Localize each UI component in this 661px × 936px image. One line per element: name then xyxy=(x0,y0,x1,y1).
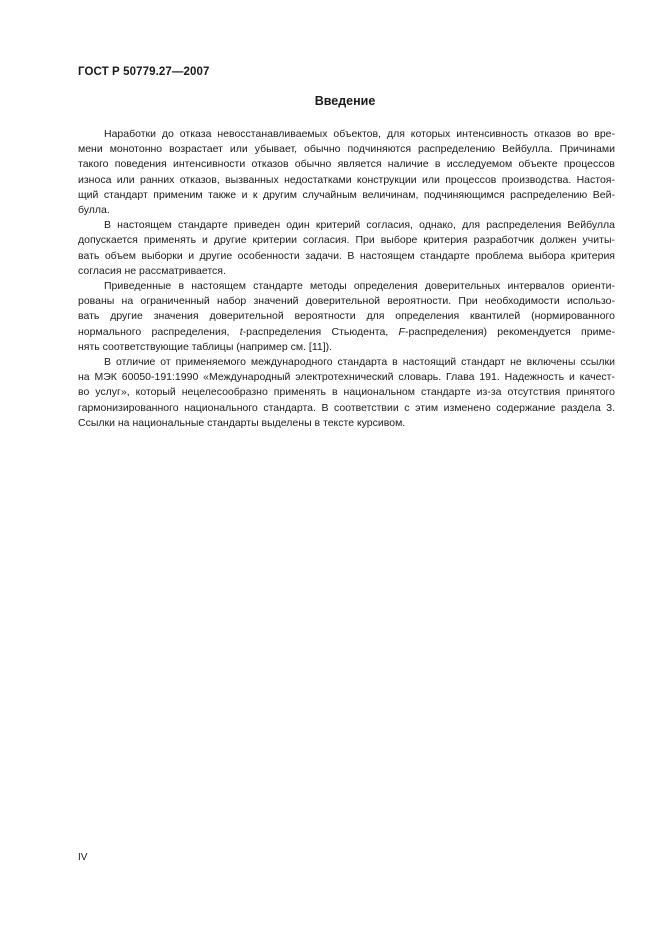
paragraph-line xyxy=(78,218,615,233)
text-segment: мени монотонно возрастает или убывает, обычно подчиняются распределению Вейбулла. Причинами xyxy=(78,143,615,156)
paragraph xyxy=(78,218,615,279)
paragraph-line xyxy=(78,355,615,370)
text-segment: -распределения) рекомендуется приме- xyxy=(404,325,615,338)
text-segment: Наработки до отказа невосстанавливаемых объектов, для которых интенсивность отказов во вре- xyxy=(104,128,615,140)
paragraph-line xyxy=(78,188,615,203)
text-segment: -распределения Стьюдента, xyxy=(242,325,399,338)
text-segment: износа или ранних отказов, вызванных недостатками конструкции или процессов производства. Настоя- xyxy=(78,173,615,186)
text-segment: В настоящем стандарте приведен один критерий согласия, однако, для распределения Вейбулла xyxy=(104,219,615,232)
paragraph xyxy=(78,355,615,431)
paragraph-line xyxy=(78,127,615,142)
paragraph-line xyxy=(78,142,615,157)
paragraph xyxy=(78,279,615,355)
paragraph-line xyxy=(78,401,615,416)
paragraph-line xyxy=(78,279,615,294)
text-segment: булла. xyxy=(78,204,110,217)
text-segment: такого поведения интенсивности отказов обычно является наличие в исследуемом объекте процессов xyxy=(78,158,615,171)
body-text xyxy=(78,127,615,431)
text-segment: рованы на ограниченный набор значений доверительной вероятности. При необходимости использо- xyxy=(78,295,615,308)
text-segment: Ссылки на национальные стандарты выделены в тексте курсивом. xyxy=(78,416,406,429)
text-segment: согласия не рассматривается. xyxy=(78,264,226,277)
paragraph-line xyxy=(78,385,615,400)
paragraph-line xyxy=(78,203,615,218)
paragraph-line xyxy=(78,340,615,355)
text-segment: нять соответствующие таблицы (например см. [11]). xyxy=(78,340,333,353)
text-segment: щий стандарт применим также и к другим случайным величинам, подчиняющимся распределению Вей- xyxy=(78,188,615,201)
page-number: IV xyxy=(78,852,88,863)
paragraph-line xyxy=(78,173,615,188)
standard-id-header: ГОСТ Р 50779.27—2007 xyxy=(78,66,210,78)
paragraph-line xyxy=(78,264,615,279)
paragraph-line xyxy=(78,370,615,385)
text-segment: Приведенные в настоящем стандарте методы определения доверительных интервалов ориенти- xyxy=(104,280,615,293)
italic-text: t xyxy=(239,325,243,338)
paragraph-line xyxy=(78,157,615,172)
paragraph-line xyxy=(78,249,615,264)
paragraph xyxy=(78,127,615,218)
text-segment: нормального распределения, xyxy=(78,325,240,338)
text-segment: вать другие значения доверительной вероятности для определения квантилей (нормированного xyxy=(78,310,615,323)
text-segment: во услуг», который нецелесообразно применять в национальном стандарте из-за отсутствия принятого xyxy=(78,386,615,399)
paragraph-line xyxy=(78,325,615,340)
paragraph-line xyxy=(78,233,615,248)
text-segment: допускается применять и другие критерии согласия. При выборе критерия разработчик должен учиты- xyxy=(78,234,615,247)
text-segment: В отличие от применяемого международного стандарта в настоящий стандарт не включены ссылки xyxy=(104,356,615,369)
section-title: Введение xyxy=(314,94,376,108)
text-segment: на МЭК 60050-191:1990 «Международный электротехнический словарь. Глава 191. Надежность и качест- xyxy=(78,371,615,384)
paragraph-line xyxy=(78,294,615,309)
text-segment: гармонизированного национального стандарта. В соответствии с этим изменено содержание раздела 3. xyxy=(78,401,615,414)
paragraph-line xyxy=(78,309,615,324)
italic-text: F xyxy=(398,325,405,338)
paragraph-line xyxy=(78,416,615,431)
text-segment: вать объем выборки и другие особенности задачи. В настоящем стандарте проблема выбора критерия xyxy=(78,249,615,262)
